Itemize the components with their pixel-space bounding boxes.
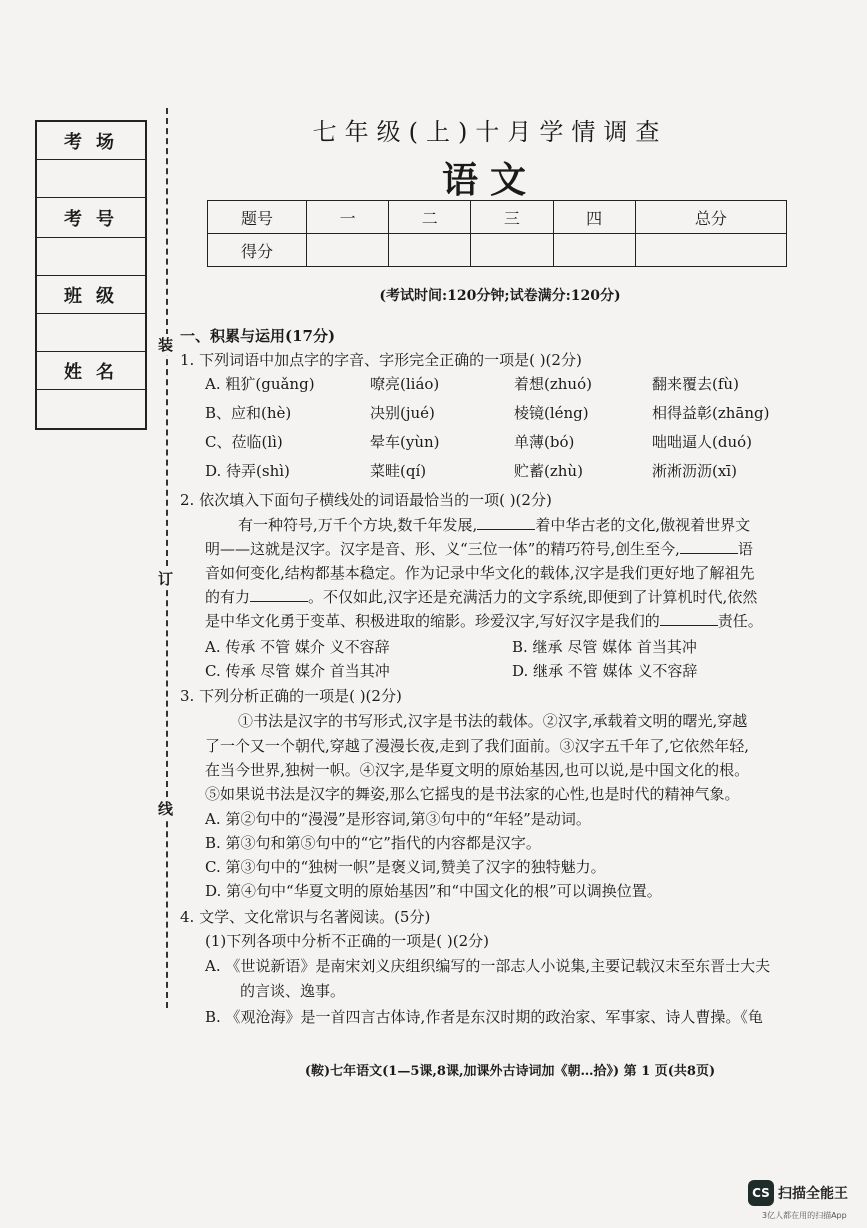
score-cell <box>471 234 553 267</box>
score-cell: 得分 <box>208 234 307 267</box>
exam-title: 七年级(上)十月学情调查 <box>312 118 668 146</box>
q1-d-4: 淅淅沥沥(xī) <box>652 462 737 480</box>
info-field-exam-number <box>37 238 145 276</box>
q3-passage-line: 了一个又一个朝代,穿越了漫漫长夜,走到了我们面前。③汉字五千年了,它依然年轻, <box>205 737 750 755</box>
binding-char-ding: 订 <box>158 570 174 588</box>
q2-passage-line <box>238 514 750 535</box>
score-cell <box>635 234 786 267</box>
binding-char-xian: 线 <box>158 800 174 818</box>
fill-blank <box>680 541 738 554</box>
q1-a-2: 嘹亮(liáo) <box>370 375 440 393</box>
q1-d-2: 菜畦(qí) <box>370 462 427 480</box>
score-table <box>207 200 787 267</box>
q2-option-d: D. 继承 不管 媒体 义不容辞 <box>512 662 698 680</box>
q4-option-a-cont: 的言谈、逸事。 <box>240 982 346 1000</box>
q2-text: 着中华古老的文化,傲视着世界文 <box>535 516 751 534</box>
q1-a-4: 翻来覆去(fù) <box>652 375 739 393</box>
q1-b-3: 棱镜(léng) <box>514 404 589 422</box>
score-table-header-row <box>208 201 787 234</box>
q3-passage-line: 在当今世界,独树一帜。④汉字,是华夏文明的原始基因,也可以说,是中国文化的根。 <box>205 761 750 779</box>
q2-option-a: A. 传承 不管 媒介 义不容辞 <box>205 638 390 656</box>
question-1-stem: 1. 下列词语中加点字的字音、字形完全正确的一项是( )(2分) <box>180 351 582 369</box>
exam-time-info: (考试时间:120分钟;试卷满分:120分) <box>379 288 621 304</box>
scanner-app-tagline: 3亿人都在用的扫描App <box>762 1211 847 1220</box>
q2-option-b: B. 继承 尽管 媒体 首当其冲 <box>512 638 697 656</box>
q3-option-d: D. 第④句中“华夏文明的原始基因”和“中国文化的根”可以调换位置。 <box>205 882 662 900</box>
page-footer: (鞍)七年语文(1—5课,8课,加课外古诗词加《朝…拾》) 第 1 页(共8页) <box>304 1064 716 1079</box>
q2-passage-line: 音如何变化,结构都基本稳定。作为记录中华文化的载体,汉字是我们更好地了解祖先 <box>205 564 755 582</box>
q4-sub-question-1: (1)下列各项中分析不正确的一项是( )(2分) <box>205 932 489 950</box>
q2-text: 的有力 <box>205 588 251 606</box>
q2-text: 语 <box>737 540 753 558</box>
scanner-watermark <box>748 1180 858 1220</box>
q1-d-1: D. 待弄(shì) <box>205 462 290 480</box>
q1-d-3: 贮蓄(zhù) <box>514 462 583 480</box>
score-cell <box>307 234 389 267</box>
q1-a-3: 着想(zhuó) <box>514 375 592 393</box>
q2-text: 有一种符号,万千个方块,数千年发展, <box>238 516 478 534</box>
info-field-name <box>37 390 145 428</box>
scanner-app-name: 扫描全能王 <box>778 1186 848 1202</box>
q4-option-b: B. 《观沧海》是一首四言古体诗,作者是东汉时期的政治家、军事家、诗人曹操。《龟 <box>205 1008 763 1026</box>
info-label-name: 姓名 <box>37 352 145 390</box>
info-label-exam-number: 考号 <box>37 198 145 238</box>
q1-c-3: 单薄(bó) <box>514 433 575 451</box>
q3-option-b: B. 第③句和第⑤句中的“它”指代的内容都是汉字。 <box>205 834 541 852</box>
q2-text: 是中华文化勇于变革、积极进取的缩影。珍爱汉字,写好汉字是我们的 <box>205 612 660 630</box>
candidate-info-box <box>35 120 147 430</box>
q1-b-1: B、应和(hè) <box>205 404 292 422</box>
info-field-class <box>37 314 145 352</box>
score-cell: 题号 <box>208 201 307 234</box>
q2-passage-line <box>205 610 763 631</box>
fill-blank <box>477 517 535 530</box>
q3-option-a: A. 第②句中的“漫漫”是形容词,第③句中的“年轻”是动词。 <box>205 810 591 828</box>
question-2-stem: 2. 依次填入下面句子横线处的词语最恰当的一项( )(2分) <box>180 491 552 509</box>
q2-passage-line <box>205 538 753 559</box>
score-cell: 一 <box>307 201 389 234</box>
q2-text: 。不仅如此,汉字还是充满活力的文字系统,即便到了计算机时代,依然 <box>308 588 758 606</box>
binding-dashed-line <box>166 108 168 1008</box>
q1-b-4: 相得益彰(zhāng) <box>652 404 770 422</box>
info-label-exam-room: 考场 <box>37 122 145 160</box>
q2-passage-line <box>205 586 757 607</box>
scanner-logo-icon: CS <box>748 1180 774 1206</box>
question-4-stem: 4. 文学、文化常识与名著阅读。(5分) <box>180 908 431 926</box>
q1-c-2: 晕车(yùn) <box>370 433 440 451</box>
q2-option-c: C. 传承 尽管 媒介 首当其冲 <box>205 662 390 680</box>
info-label-class: 班级 <box>37 276 145 314</box>
score-cell <box>553 234 635 267</box>
fill-blank <box>250 589 308 602</box>
fill-blank <box>660 613 718 626</box>
binding-char-zhuang: 装 <box>158 336 174 354</box>
info-field-exam-room <box>37 160 145 198</box>
q3-option-c: C. 第③句中的“独树一帜”是褒义词,赞美了汉字的独特魅力。 <box>205 858 606 876</box>
section-heading: 一、积累与运用(17分) <box>180 327 336 345</box>
score-table-score-row <box>208 234 787 267</box>
q2-text: 责任。 <box>717 612 763 630</box>
score-cell: 四 <box>553 201 635 234</box>
score-cell: 二 <box>389 201 471 234</box>
q3-passage-line: ⑤如果说书法是汉字的舞姿,那么它摇曳的是书法家的心性,也是时代的精神气象。 <box>205 785 740 803</box>
q4-option-a: A. 《世说新语》是南宋刘义庆组织编写的一部志人小说集,主要记载汉末至东晋士大夫 <box>205 957 771 975</box>
score-cell: 三 <box>471 201 553 234</box>
q3-passage-line: ①书法是汉字的书写形式,汉字是书法的载体。②汉字,承载着文明的曙光,穿越 <box>238 712 748 730</box>
q1-b-2: 决别(jué) <box>370 404 435 422</box>
question-3-stem: 3. 下列分析正确的一项是( )(2分) <box>180 687 402 705</box>
q2-text: 明——这就是汉字。汉字是音、形、义“三位一体”的精巧符号,创生至今, <box>205 540 680 558</box>
score-cell: 总分 <box>635 201 786 234</box>
subject-title: 语文 <box>441 159 538 201</box>
score-cell <box>389 234 471 267</box>
q1-c-1: C、莅临(lì) <box>205 433 283 451</box>
q1-c-4: 咄咄逼人(duó) <box>652 433 752 451</box>
q1-a-1: A. 粗犷(guǎng) <box>205 375 315 393</box>
